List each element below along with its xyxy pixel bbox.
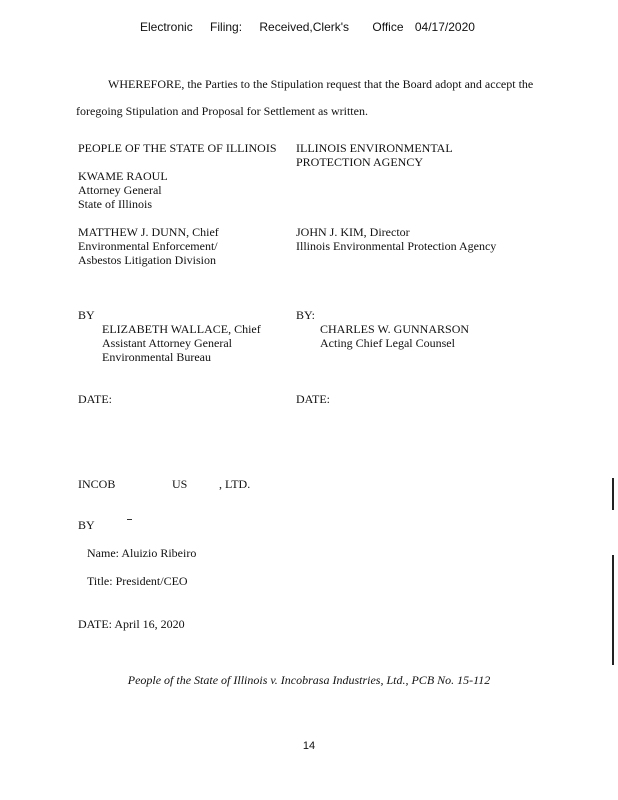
company-name-part-3: , LTD. <box>219 477 251 491</box>
ag-title-1: Attorney General <box>78 183 162 197</box>
signature-mark <box>127 519 132 520</box>
wherefore-line-2: foregoing Stipulation and Proposal for Settlement as written. <box>76 104 368 118</box>
scan-edge-mark <box>612 555 614 665</box>
ag-title-2: State of Illinois <box>78 197 152 211</box>
stamp-electronic: Electronic <box>140 20 193 34</box>
company-name-line: Name: Aluizio Ribeiro <box>87 546 197 560</box>
right-by-label: BY: <box>296 308 315 322</box>
director-title: Illinois Environmental Protection Agency <box>296 239 497 253</box>
filing-stamp <box>140 20 475 34</box>
left-date-label: DATE: <box>78 392 112 406</box>
left-party-heading: PEOPLE OF THE STATE OF ILLINOIS <box>78 141 277 155</box>
left-signer-name: ELIZABETH WALLACE, Chief <box>102 322 261 336</box>
company-name-part-1: INCOB <box>78 477 116 491</box>
stamp-office: Office <box>372 20 404 34</box>
right-date-label: DATE: <box>296 392 330 406</box>
left-signer-title-1: Assistant Attorney General <box>102 336 232 350</box>
company-date-line: DATE: April 16, 2020 <box>78 617 185 631</box>
left-by-label: BY <box>78 308 95 322</box>
stamp-filing: Filing: <box>210 20 243 34</box>
wherefore-line-1: WHEREFORE, the Parties to the Stipulation request that the Board adopt and accept the <box>108 77 534 91</box>
right-party-heading-1: ILLINOIS ENVIRONMENTAL <box>296 141 453 155</box>
stamp-received: Received,Clerk's <box>259 20 350 34</box>
ag-name: KWAME RAOUL <box>78 169 168 183</box>
right-signer-name: CHARLES W. GUNNARSON <box>320 322 470 336</box>
chief-title-1: Environmental Enforcement/ <box>78 239 218 253</box>
right-signer-title: Acting Chief Legal Counsel <box>320 336 455 350</box>
company-title-line: Title: President/CEO <box>87 574 188 588</box>
chief-title-2: Asbestos Litigation Division <box>78 253 216 267</box>
company-name-part-2: US <box>172 477 188 491</box>
right-party-heading-2: PROTECTION AGENCY <box>296 155 424 169</box>
page-number: 14 <box>302 740 316 752</box>
scan-edge-mark <box>612 478 614 510</box>
director-name: JOHN J. KIM, Director <box>296 225 410 239</box>
company-by-label: BY <box>78 518 95 532</box>
stamp-date: 04/17/2020 <box>414 20 475 34</box>
case-caption: People of the State of Illinois v. Incobrasa Industries, Ltd., PCB No. 15-112 <box>127 673 491 687</box>
chief-name: MATTHEW J. DUNN, Chief <box>78 225 219 239</box>
left-signer-title-2: Environmental Bureau <box>102 350 211 364</box>
